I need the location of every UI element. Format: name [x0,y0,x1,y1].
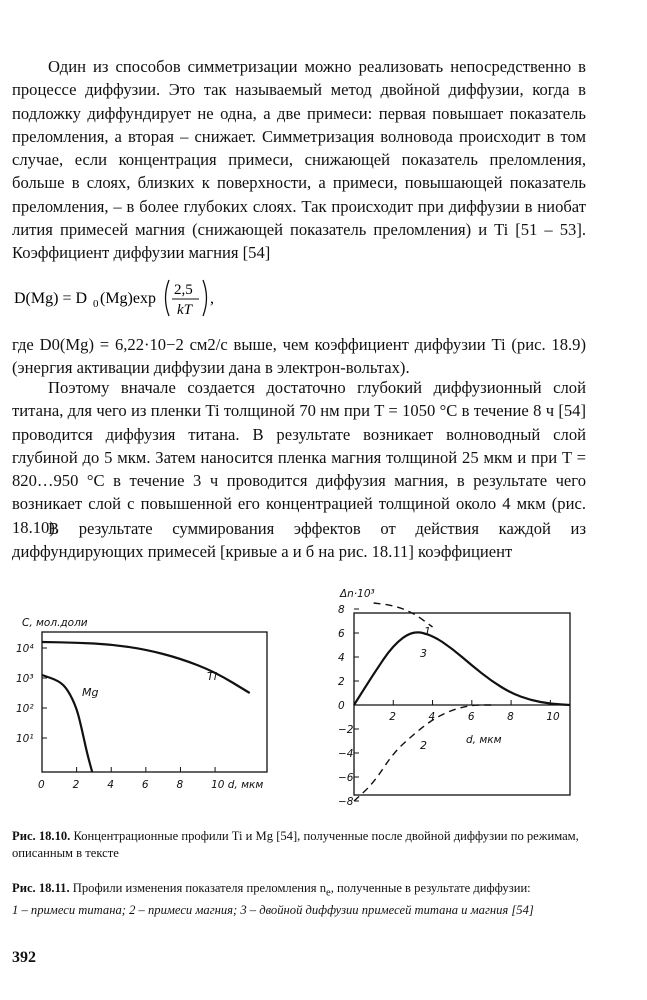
fig2-ytick-label: 4 [338,652,345,664]
fig2-label-2: 2 [420,739,427,752]
paragraph-3: Поэтому вначале создается достаточно глубокий диффузионный слой титана, для чего из пленки Ti толщиной 70 нм при T = 1050 °С в течение 8 ч [54] проводится диффузия титана. В результате возникает волноводный слой глубиной до 5 мкм. Затем наносится пленка магния толщиной 25 мкм и при T = 820…950 °С в течение 3 ч проводится диффузия магния, в результате чего возникает слой с повышенной его концентрацией толщиной около 4 мкм (рис. 18.10). [12,378,586,537]
formula-sub: 0 [93,298,99,310]
caption2-sub: e [326,887,331,899]
paragraph-4: В результате суммирования эффектов от действия каждой из диффундирующих примесей [кривые а и б на рис. 18.11] коэффициент [12,519,586,562]
fig2-label-3: 3 [420,647,427,660]
fig1-ytick-label: 10² [16,703,34,715]
fig2-xtick-label: 10 [546,711,560,723]
caption1-title: Рис. 18.10. [12,829,71,843]
fig1-ylabel: C, мол.доли [22,617,88,629]
fig1-xtick-label: 8 [176,779,184,791]
formula-tail: , [210,290,214,307]
fig2-ytick-label: 0 [338,700,345,712]
formula-lhs: D(Mg) = D [14,290,88,307]
fig2-ytick-label: 2 [338,676,345,688]
fig1-label-ti: Ti [207,670,217,683]
fig1-ytick-label: 10⁴ [16,643,34,655]
fig2-ytick-label: −6 [338,772,354,784]
caption-fig-18-10 [12,828,586,862]
fig1-series [42,642,250,772]
caption-fig-18-11 [12,880,586,919]
formula-den: kT [177,302,192,318]
page-number: 392 [12,949,36,966]
fig2-label-1: 1 [424,625,431,638]
fig2-frame [354,613,570,795]
caption1-text: Концентрационные профили Ti и Mg [54], полученные после двойной диффузии по режимам, описанным в тексте [12,829,579,860]
formula-num: 2,5 [174,282,193,298]
fig2-ylabel: Δn·10³ [340,588,375,600]
fig1-ytick-label: 10¹ [16,733,34,745]
fig2-ytick-label: −8 [338,796,354,808]
fig2-xtick-label: 8 [507,711,514,723]
fig2-series-3 [354,632,570,705]
paragraph-2: где D0(Mg) = 6,22·10−2 см2/с выше, чем коэффициент диффузии Ti (рис. 18.9) (энергия активации диффузии дана в электрон-вольтах). [12,335,586,378]
caption2-legend: 1 – примеси титана; 2 – примеси магния; 3 – двойной диффузии примесей титана и магния [54] [12,902,534,917]
fig1-xtick-label: 4 [107,779,114,791]
formula-diffusion-mg [14,276,314,320]
fig2-xtick-label: 4 [428,711,436,723]
fig1-series-Ti [42,642,250,693]
fig1-xtick-label: 10 d, мкм [211,779,264,791]
paragraph-1: Один из способов симметризации можно реализовать непосредственно в процессе диффузии. Это так называемый метод двойной диффузии, когда в подложку диффундирует не одна, а две примеси: первая повышает показатель преломления, а вторая – снижает. Симметризация волновода происходит в том случае, если концентрация примеси, снижающей показатель преломления, больше в слоях, близких к поверхности, а примеси, повышающей показатель преломления, – в более глубоких слоях. Так происходит при диффузии в ниобат лития примесей магния (снижающей показатель преломления) и Ti [51 – 53]. Коэффициент диффузии магния [54] [12,57,586,263]
fig2-series [354,603,570,801]
fig2-ytick-label: −2 [338,724,354,736]
fig2-ytick-label: 8 [338,604,345,616]
fig2-series-1 [374,603,433,627]
fig2-xtick-label: 2 [389,711,396,723]
fig2-xtick-label: 6 [467,711,475,723]
figure-18-10 [0,600,270,800]
fig2-ytick-label: 6 [338,628,345,640]
fig1-label-mg: Mg [82,686,99,699]
caption2-text: Профили изменения показателя преломления n [72,881,327,895]
fig1-xtick-label: 0 [38,779,45,791]
caption2-text2: , полученные в результате диффузии: [330,881,531,895]
fig1-xticks [38,767,263,791]
fig2-axes [338,604,570,808]
fig1-ytick-label: 10³ [16,673,34,685]
fig1-xtick-label: 2 [72,779,80,791]
fig2-xlabel: d, мкм [466,734,502,746]
fig2-ytick-label: −4 [338,748,354,760]
figure-18-11 [320,585,580,808]
formula-mid: (Mg)exp [100,290,156,307]
fig1-xtick-label: 6 [141,779,149,791]
caption2-title: Рис. 18.11. [12,881,70,895]
